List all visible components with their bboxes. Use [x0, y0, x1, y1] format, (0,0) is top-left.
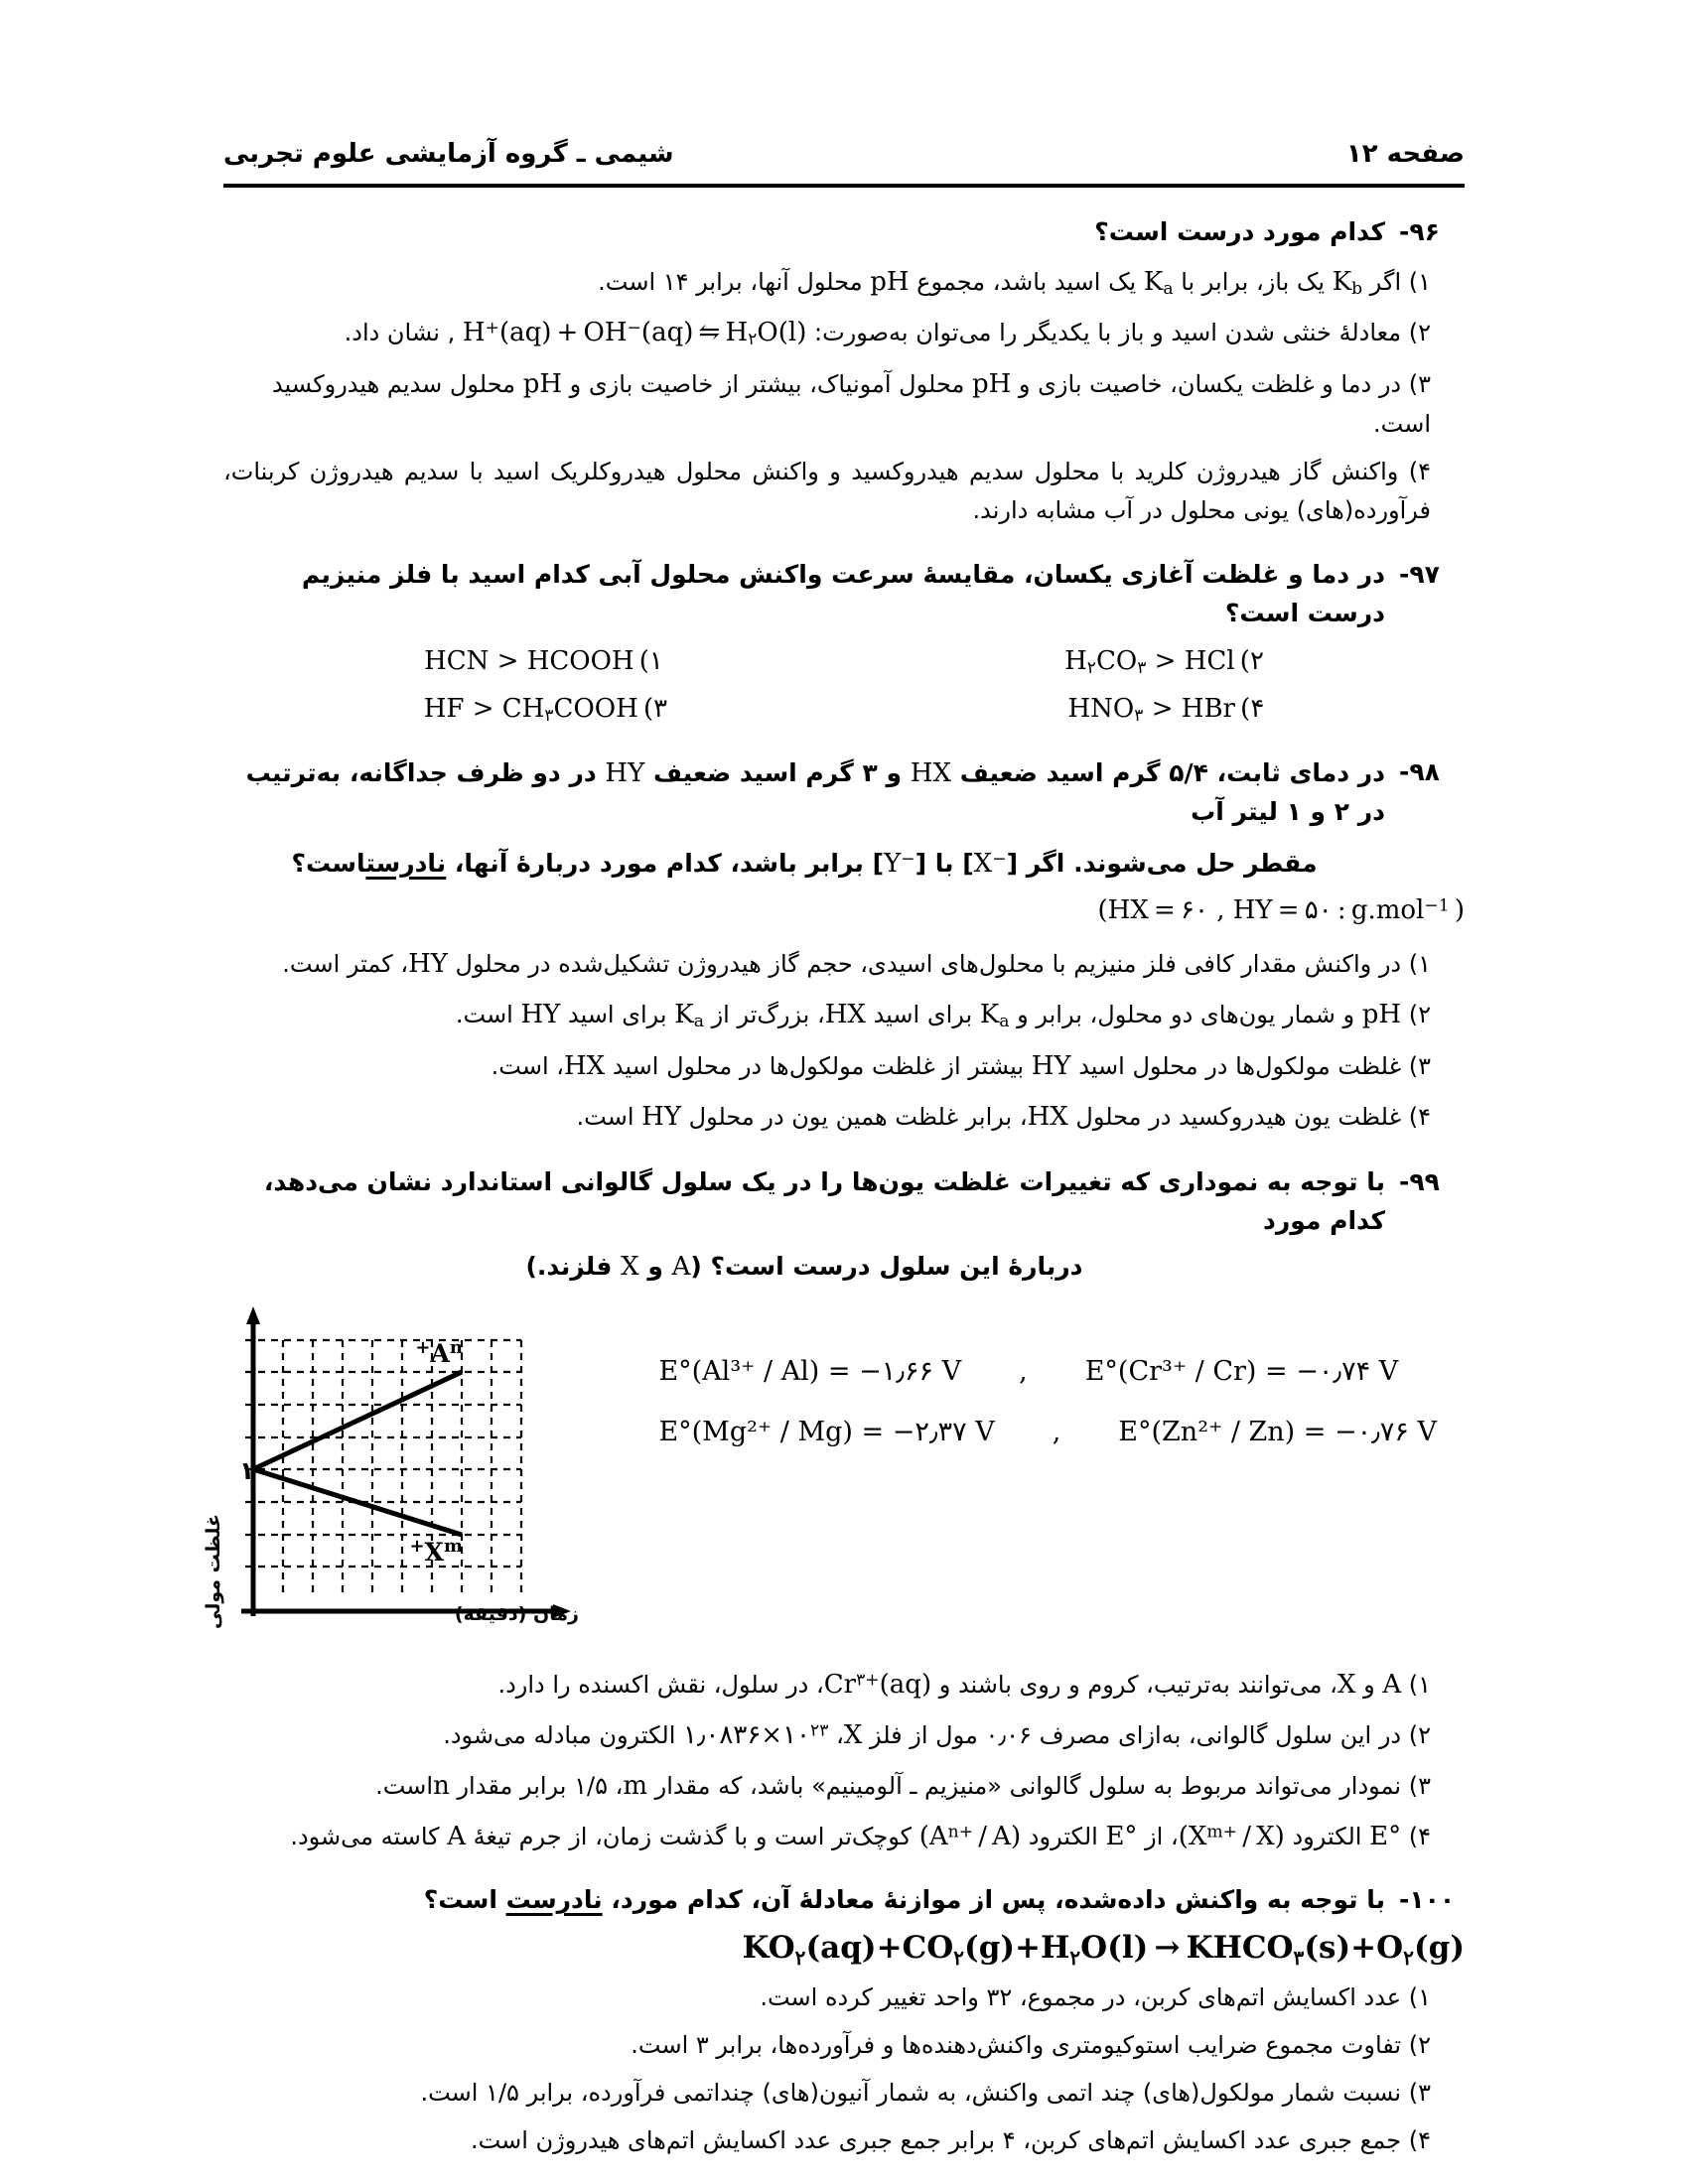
question-96-text: کدام مورد درست است؟	[1094, 217, 1385, 247]
opt98-2-a: ۲)	[1408, 1001, 1431, 1029]
opt96-1-part-a: ۱) اگر	[1369, 267, 1431, 296]
opt98-2-c: برای اسید	[873, 1001, 973, 1029]
opt98-4-b: ، برابر غلظت همین یون در محلول	[688, 1102, 1028, 1131]
opt96-1-part-b: یک باز، برابر با	[1181, 267, 1326, 296]
q100-b: است؟	[423, 1885, 497, 1915]
potential-row-2	[658, 1417, 1437, 1447]
opt99-2-b: ،	[836, 1720, 844, 1749]
x-axis-title: زمان (دقیقه)	[455, 1602, 580, 1625]
hy-symbol: HY	[520, 1000, 561, 1030]
question-99-option-2[interactable]	[223, 1714, 1465, 1756]
opt98-2-f: است.	[455, 1001, 513, 1029]
question-97-answers-row-2	[223, 694, 1465, 726]
opt99-3-a: ۳) نمودار می‌تواند مربوط به سلول گالوانی «منیزیم ـ آلومینیم» باشد، که مقدار	[654, 1772, 1431, 1801]
question-98-option-4[interactable]	[223, 1096, 1465, 1138]
opt96-3-part-b: محلول آمونیاک، بیشتر از خاصیت بازی و	[569, 370, 965, 399]
question-100-option-1[interactable]: ۱) عدد اکسایش اتم‌های کربن، در مجموع، ۳۲ واحد تغییر کرده است.	[760, 1983, 1431, 2012]
m-variable-symbol: m	[623, 1771, 647, 1802]
question-100-number: ۱۰۰-	[1399, 1885, 1456, 1915]
opt99-2-a: ۲) در این سلول گالوانی، به‌ازای مصرف ۰٫۰۶ مول از فلز	[869, 1720, 1431, 1749]
question-99	[203, 1163, 1465, 1857]
hx-symbol: HX	[564, 1050, 606, 1081]
q99-l2-c: فلزند.)	[525, 1251, 613, 1281]
question-99-figure-row	[203, 1300, 1465, 1648]
question-100-option-2[interactable]: ۲) تفاوت مجموع ضرایب استوکیومتری واکنش‌دهنده‌ها و فرآورده‌ها، برابر ۳ است.	[631, 2031, 1431, 2060]
opt96-2-part-a: ۲) معادلهٔ خنثی شدن اسید و باز با یکدیگر را می‌توان به‌صورت:	[813, 319, 1431, 347]
question-99-option-3[interactable]	[223, 1765, 1465, 1807]
ka-symbol: $K_a$	[1143, 266, 1174, 299]
ph-symbol: pH	[870, 266, 910, 297]
opt99-4-f: کاسته می‌شود.	[290, 1823, 440, 1851]
neutralization-equation: H+(aq) + OH−(aq) ⇋ $H_۲O(l)$	[462, 318, 807, 350]
x-electrode-couple: $(X^{m+} / X)$	[1178, 1822, 1285, 1852]
question-96-stem	[223, 213, 1465, 252]
y-anion-symbol: Y−	[884, 848, 915, 879]
opt96-1-part-d: محلول آنها، برابر ۱۴ است.	[598, 267, 863, 296]
e-standard-symbol: E°	[1369, 1822, 1402, 1852]
q98-l2-c: ] برابر باشد، کدام مورد دربارهٔ آنها،	[454, 848, 885, 878]
opt99-3-b: ، ۱/۵ برابر مقدار	[457, 1772, 624, 1801]
q100-nadorost-keyword: نادرست	[505, 1885, 603, 1915]
question-96-option-2[interactable]	[223, 312, 1465, 354]
opt99-3-c: است.	[375, 1772, 434, 1801]
hy-symbol: HY	[1031, 1050, 1071, 1081]
y-axis-arrow	[246, 1306, 260, 1324]
ka-symbol: $K_a$	[674, 1000, 704, 1032]
subject-title: شیمی ـ گروه آزمایشی علوم تجربی	[223, 139, 674, 169]
potential-mg: E°(Mg²⁺ / Mg) = −۲٫۳۷ V	[658, 1416, 995, 1447]
question-99-text	[223, 1163, 1385, 1287]
potential-row-1	[658, 1356, 1437, 1387]
x-anion-symbol: X−	[973, 848, 1007, 879]
ph-symbol: pH	[971, 369, 1012, 400]
chromium-ion-symbol: $Cr^{۳+}(aq)$	[823, 1669, 932, 1700]
metal-A-symbol: A	[1382, 1669, 1402, 1700]
opt99-4-b: الکترود	[1292, 1823, 1362, 1851]
hx-symbol: HX	[910, 757, 951, 788]
question-99-number: ۹۹-	[1399, 1167, 1440, 1197]
opt96-3-part-c: محلول سدیم هیدروکسید است.	[271, 370, 1431, 439]
opt98-1-b: ، کمتر است.	[282, 950, 409, 979]
question-98-option-2[interactable]	[223, 994, 1465, 1036]
question-100	[223, 1881, 1465, 2159]
hx-symbol: HX	[1027, 1101, 1068, 1132]
q98-l2-a: مقطر حل می‌شوند. اگر [	[1006, 848, 1318, 878]
kb-symbol: $K_b$	[1332, 266, 1363, 299]
q99-line2	[223, 1247, 1385, 1287]
opt98-3-b: بیشتر از غلظت مولکول‌ها در محلول اسید	[612, 1051, 1025, 1080]
question-100-option-3[interactable]: ۳) نسبت شمار مولکول(های) چند اتمی واکنش، به شمار آنیون(های) چنداتمی فرآورده، برابر ۱/۵ است.	[420, 2078, 1431, 2107]
opt96-3-part-a: ۳) در دما و غلظت یکسان، خاصیت بازی و	[1018, 370, 1431, 399]
q99-line1: با توجه به نموداری که تغییرات غلظت یون‌ها را در یک سلول گالوانی استاندارد نشان می‌دهد، کدام مورد	[263, 1167, 1385, 1235]
opt99-1-b: و	[1363, 1670, 1375, 1699]
hy-symbol: HY	[641, 1101, 681, 1132]
opt98-1-a: ۱) در واکنش مقدار کافی فلز منیزیم با محلول‌های اسیدی، حجم گاز هیدروژن تشکیل‌شده در محلول	[455, 950, 1431, 979]
question-96	[223, 213, 1465, 530]
question-97-stem	[223, 556, 1465, 633]
electron-count-value: $۱٫۰۸۳۶\times ۱۰^{۲۳}$	[683, 1719, 829, 1750]
q100-a: با توجه به واکنش داده‌شده، پس از موازنهٔ معادلهٔ آن، کدام مورد،	[611, 1885, 1385, 1915]
series-label-X: $X^{m+}$	[409, 1535, 464, 1567]
potential-al: E°(Al³⁺ / Al) = −۱٫۶۶ V	[658, 1355, 962, 1387]
ka-symbol: $K_a$	[979, 1000, 1010, 1032]
question-97-option-3[interactable]: HF > $CH_۳COOH$ (۳	[423, 694, 668, 726]
ph-symbol: pH	[1361, 1000, 1402, 1030]
page-number: صفحه ۱۲	[1345, 139, 1465, 169]
opt98-3-a: ۳) غلظت مولکول‌ها در محلول اسید	[1078, 1051, 1431, 1080]
hx-symbol: HX	[824, 1000, 866, 1030]
question-97-answers-row-1	[223, 646, 1465, 678]
metal-A-symbol: A	[447, 1822, 467, 1852]
q98-line2	[223, 844, 1385, 884]
comma-separator: ,	[1052, 1416, 1061, 1447]
question-97-option-2[interactable]: $H_۲CO_۳$ > HCl (۲	[1064, 646, 1264, 679]
series-line-A	[253, 1372, 462, 1469]
metal-X-symbol: X	[1336, 1669, 1356, 1700]
potential-cr: E°(Cr³⁺ / Cr) = −۰٫۷۴ V	[1084, 1355, 1399, 1387]
question-97-option-1[interactable]: HCN > HCOOH (۱	[424, 646, 663, 677]
opt98-2-e: برای اسید	[567, 1001, 667, 1029]
opt99-1-c: ، می‌توانند به‌ترتیب، کروم و روی باشند و	[938, 1670, 1337, 1699]
question-100-option-4[interactable]: ۴) جمع جبری عدد اکسایش اتم‌های کربن، ۴ برابر جمع جبری عدد اکسایش اتم‌های هیدروژن است.	[470, 2125, 1431, 2154]
opt99-4-e: کوچک‌تر است و با گذشت زمان، از جرم تیغهٔ	[473, 1823, 913, 1851]
n-variable-symbol: n	[433, 1771, 450, 1802]
opt99-2-c: الکترون مبادله می‌شود.	[443, 1720, 676, 1749]
e-standard-symbol: E°	[1105, 1822, 1138, 1852]
opt96-1-part-c: یک اسید باشد، مجموع	[916, 267, 1137, 296]
opt98-2-d: ، بزرگ‌تر از	[711, 1001, 825, 1029]
question-97	[223, 556, 1465, 726]
question-98-molar-masses	[223, 895, 1465, 925]
opt99-4-a: ۴)	[1408, 1823, 1431, 1851]
q98-part-c: در دو ظرف جداگانه، به‌ترتیب در ۲ و ۱ لیتر آب	[245, 757, 1385, 827]
hy-symbol: HY	[408, 949, 448, 980]
y-axis-title: غلظت مولی	[203, 1513, 225, 1629]
y-tick-label-1: ۱	[239, 1455, 255, 1485]
question-98-option-1[interactable]	[223, 943, 1465, 985]
question-96-option-1[interactable]	[223, 261, 1465, 304]
opt96-2-part-b: , نشان داد.	[344, 319, 456, 347]
question-98-stem	[223, 753, 1465, 832]
question-99-option-4[interactable]	[223, 1816, 1465, 1857]
q98-part-b: و ۳ گرم اسید ضعیف	[652, 757, 903, 787]
question-98-stem-line2	[223, 844, 1465, 884]
q98-nadorost-keyword: نادرست	[365, 848, 447, 878]
question-97-option-4[interactable]: $HNO_۳$ > HBr (۴	[1067, 694, 1265, 726]
molar-mass-note: (HX = ۶۰ , HY = ۵۰ : g.mol$^{-1}$ )	[1097, 895, 1465, 926]
page-header	[223, 139, 1465, 180]
opt99-4-c: ، از	[1145, 1823, 1179, 1851]
question-96-option-4[interactable]: ۴) واکنش گاز هیدروژن کلرید با محلول سدیم هیدروکسید و واکنش محلول هیدروکلریک اسید با سدیم هیدروژن کربنات، فرآورده(های) یونی محلول در آب مشابه دارند.	[223, 458, 1431, 524]
opt99-1-d: ، در سلول، نقش اکسنده را دارد.	[497, 1670, 824, 1699]
a-electrode-couple: $(A^{n+} / A)$	[918, 1822, 1022, 1852]
question-96-number: ۹۶-	[1399, 217, 1440, 247]
question-96-option-3[interactable]	[223, 363, 1465, 444]
question-97-text: در دما و غلظت آغازی یکسان، مقایسهٔ سرعت واکنش محلول آبی کدام اسید با فلز منیزیم درست است؟	[301, 559, 1385, 627]
series-label-A: $A^{n+}$	[415, 1336, 464, 1368]
question-99-stem	[223, 1163, 1465, 1287]
q99-l2-b: و	[647, 1251, 663, 1281]
question-98-option-3[interactable]	[223, 1045, 1465, 1087]
opt99-1-a: ۱)	[1408, 1670, 1431, 1699]
chart-svg	[184, 1300, 601, 1648]
q98-part-a: در دمای ثابت، ۵/۴ گرم اسید ضعیف	[959, 757, 1385, 787]
question-100-equation: $KO_۲(aq)+CO_۲(g)+H_۲O(l)$ → $KHCO_۳(s)+O_۲(g)$	[742, 1930, 1465, 1971]
opt98-2-b: و شمار یون‌های دو محلول، برابر و	[1017, 1001, 1355, 1029]
concentration-vs-time-chart	[184, 1300, 601, 1648]
question-99-option-1[interactable]	[223, 1664, 1465, 1706]
question-97-number: ۹۷-	[1399, 559, 1440, 589]
ph-symbol: pH	[522, 369, 563, 400]
question-100-text	[223, 1881, 1385, 1920]
header-divider	[223, 184, 1465, 188]
opt98-4-c: است.	[576, 1102, 634, 1131]
question-98	[223, 753, 1465, 1138]
metal-X-symbol: X	[621, 1251, 639, 1282]
metal-A-symbol: A	[671, 1251, 691, 1282]
chart-gridlines	[245, 1340, 521, 1598]
q98-l2-d: است؟	[291, 848, 366, 878]
q98-l2-b: ] با [	[914, 848, 974, 878]
hy-symbol: HY	[605, 757, 645, 788]
standard-potentials	[658, 1300, 1465, 1477]
q99-l2-a: دربارهٔ این سلول درست است؟ (	[690, 1251, 1083, 1281]
potential-zn: E°(Zn²⁺ / Zn) = −۰٫۷۶ V	[1118, 1416, 1437, 1447]
question-98-number: ۹۸-	[1399, 756, 1440, 786]
question-98-text	[223, 753, 1385, 832]
metal-X-symbol: X	[843, 1719, 863, 1750]
opt98-4-a: ۴) غلظت یون هیدروکسید در محلول	[1075, 1102, 1431, 1131]
opt99-4-d: الکترود	[1028, 1823, 1098, 1851]
question-100-stem	[223, 1881, 1465, 1920]
opt98-3-c: ، است.	[491, 1051, 564, 1080]
comma-separator: ,	[1019, 1355, 1028, 1387]
